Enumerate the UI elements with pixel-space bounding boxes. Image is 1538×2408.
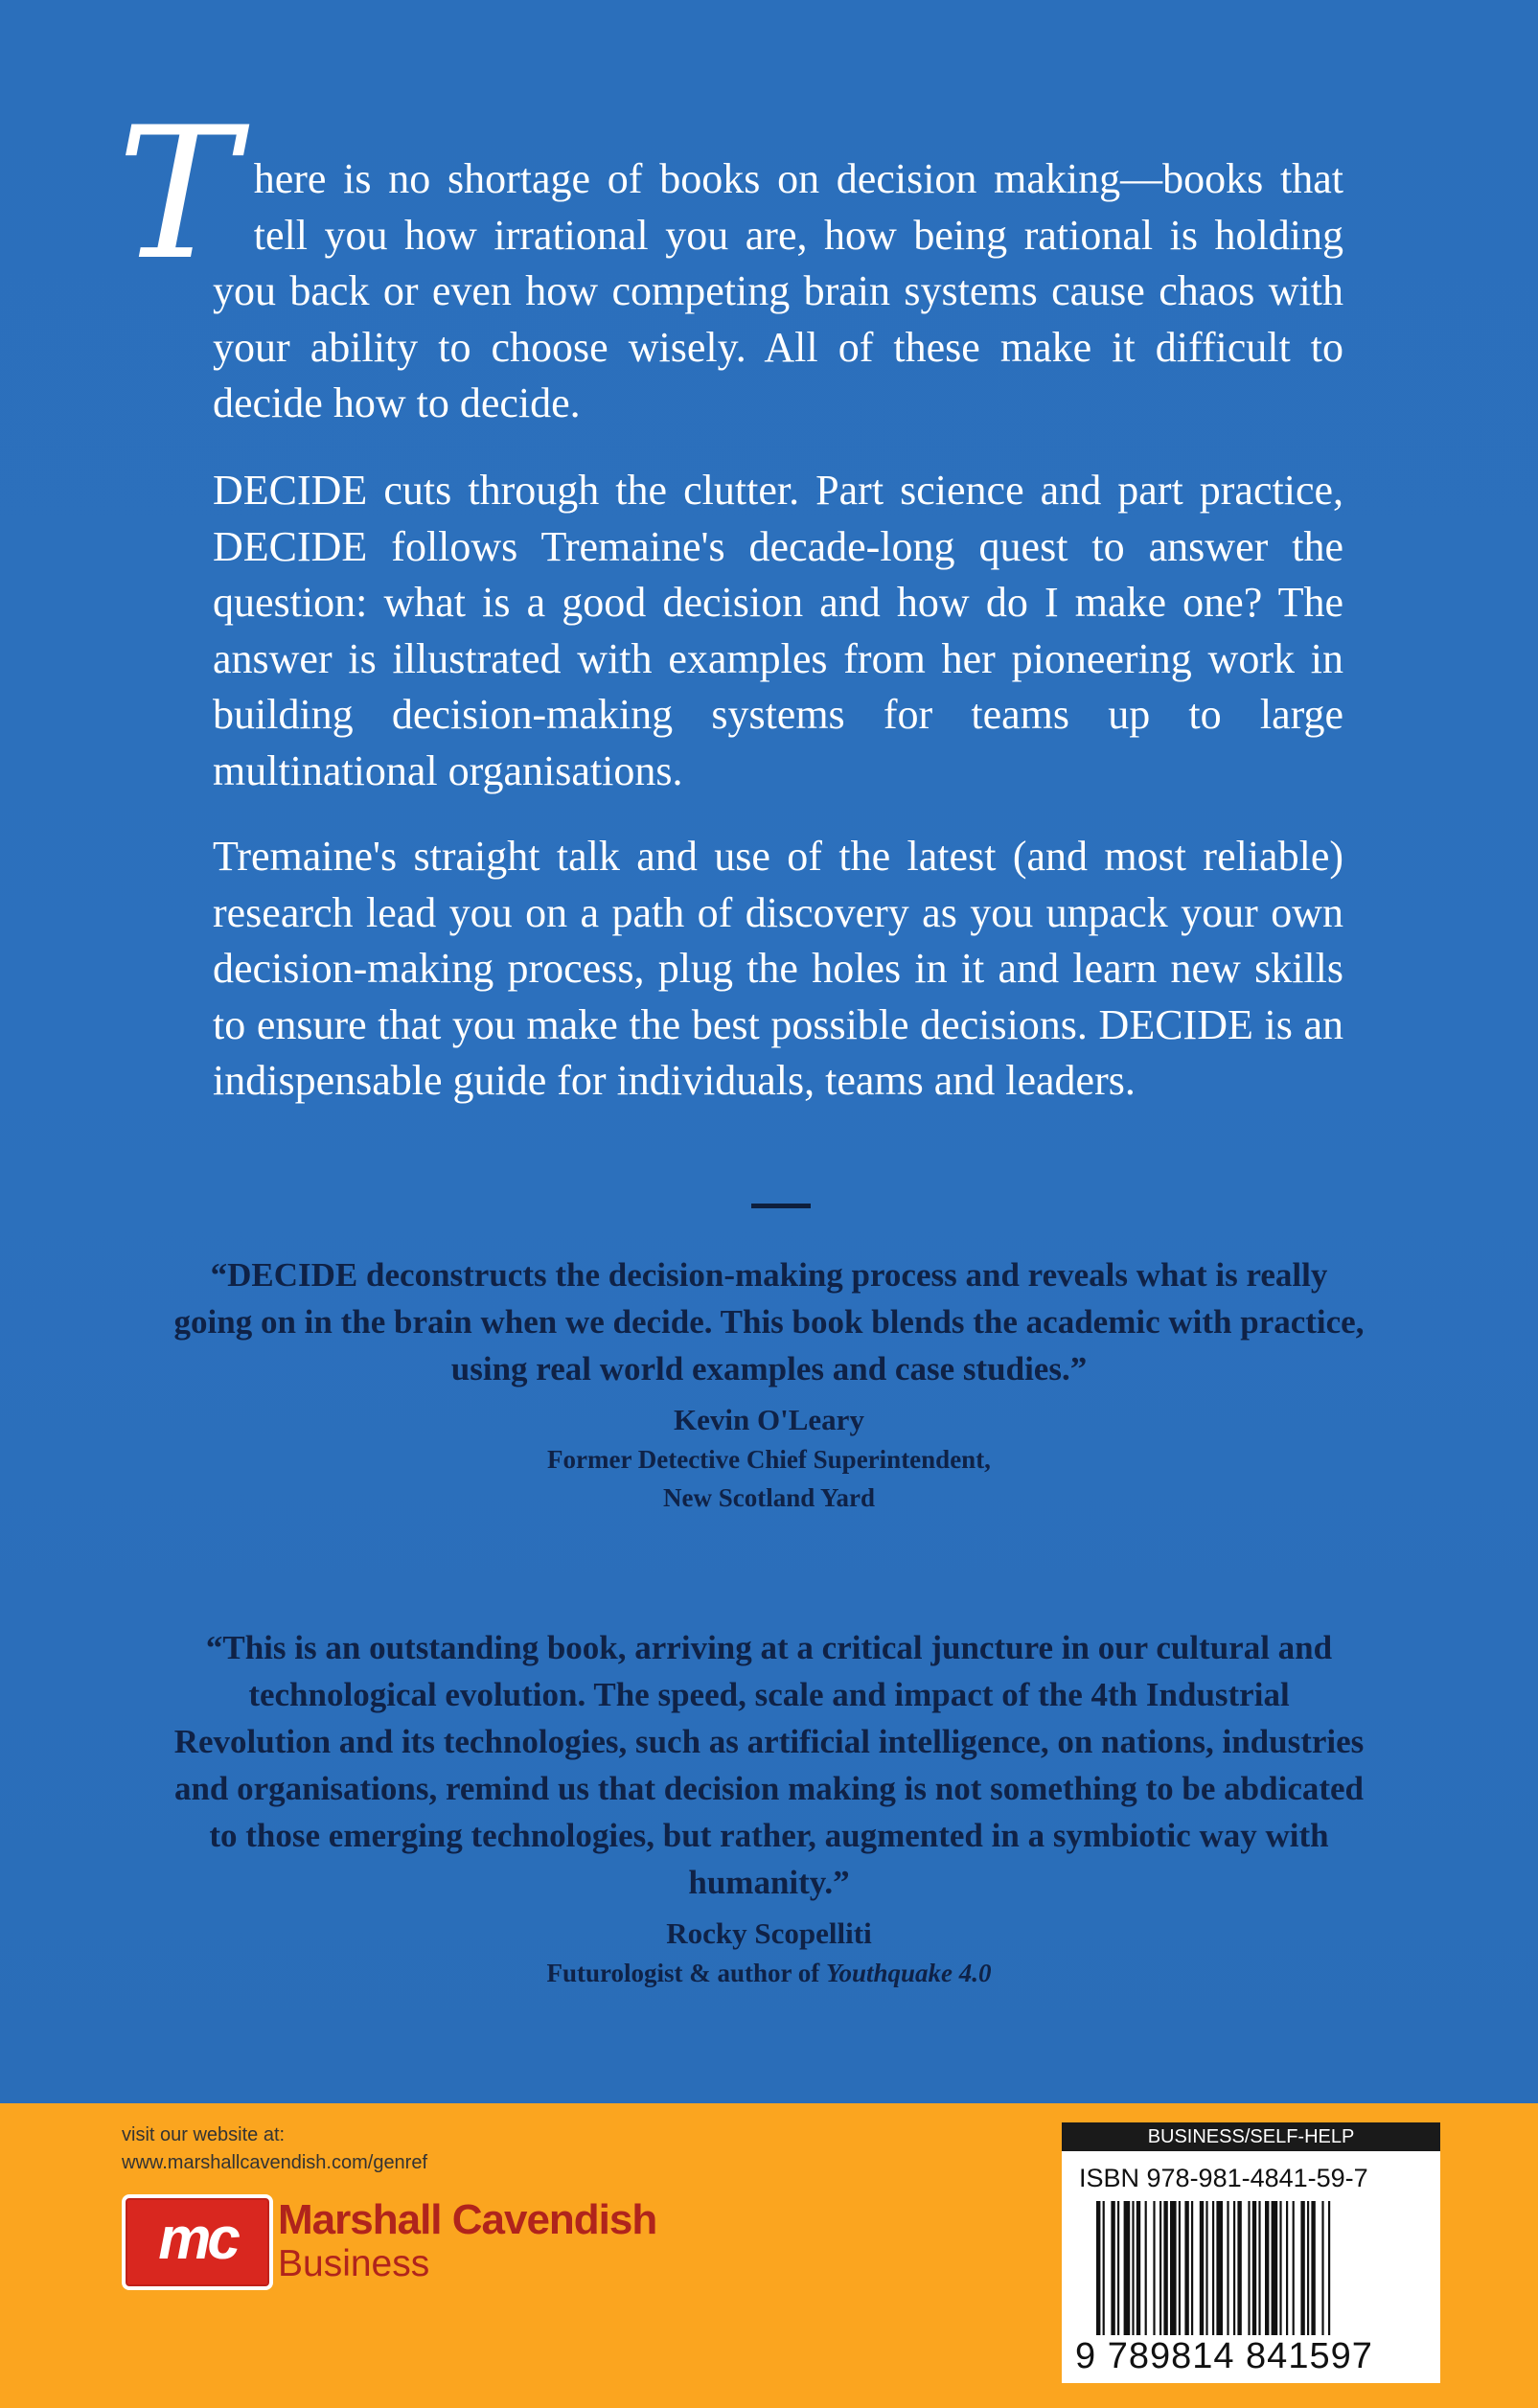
endorsement-2-book-title: Youthquake 4.0 xyxy=(825,1959,992,1987)
blurb-paragraph-3: Tremaine's straight talk and use of the latest (and most reliable) research lead you on a path of discovery as you unpack your own decision-making process, plug the holes in it and learn new skills to ensure that you make the best possible decisions. DECIDE is an indispensable guide for individuals, teams and leaders. xyxy=(213,833,1343,1104)
endorsement-1-role-line-1: Former Detective Chief Superintendent, xyxy=(547,1445,991,1474)
endorsement-1-role-line-2: New Scotland Yard xyxy=(662,1483,875,1512)
visit-label: visit our website at: xyxy=(122,2124,286,2145)
isbn-number: ISBN 978-981-4841-59-7 xyxy=(1079,2164,1368,2192)
blurb-paragraph-1-text: here is no shortage of books on decision making—books that tell you how irrational you are, how being rational is holding you back or even how competing brain systems cause chaos with your ability to choose wisely. All of these make it difficult to decide how to decide. xyxy=(213,155,1343,426)
endorsement-1 xyxy=(172,1251,1366,1517)
blurb-paragraph-2: DECIDE cuts through the clutter. Part science and part practice, DECIDE follows Tremaine's decade-long quest to answer the question: what is a good decision and how do I make one? The answer is illustrated with examples from her pioneering work in building decision-making systems for teams up to large multinational organisations. xyxy=(213,467,1343,794)
website-block xyxy=(122,2121,427,2177)
endorsement-1-name: Kevin O'Leary xyxy=(674,1403,864,1436)
category-label: BUSINESS/SELF-HELP xyxy=(1062,2122,1440,2151)
endorsement-1-text: “DECIDE deconstructs the decision-making process and reveals what is really going on in the brain when we decide. This book blends the academic with practice, using real world examples and case studies.” xyxy=(173,1256,1365,1387)
section-divider xyxy=(751,1204,811,1208)
endorsement-2-text: “This is an outstanding book, arriving at a critical juncture in our cultural and technological evolution. The speed, scale and impact of the 4th Industrial Revolution and its technologies, such as artificial intelligence, on nations, industries and organisations, remind us that decision making is not something to be abdicated to those emerging technologies, but rather, augmented in a symbiotic way with humanity.” xyxy=(173,1629,1365,1901)
endorsement-2-role xyxy=(172,1954,1366,1992)
isbn-label xyxy=(1062,2122,1440,2383)
barcode-digits: 9 789814 841597 xyxy=(1075,2336,1373,2376)
drop-cap: T xyxy=(117,88,239,300)
publisher-name-line-1: Marshall Cavendish xyxy=(278,2196,657,2243)
blurb-paragraph-1 xyxy=(117,88,1343,432)
logo-mark: mc xyxy=(158,2206,237,2272)
publisher-name xyxy=(278,2196,656,2284)
endorsement-2-role-prefix: Futurologist & author of xyxy=(546,1959,826,1987)
publisher-logo-icon xyxy=(122,2194,273,2290)
endorsement-2 xyxy=(172,1624,1366,1992)
barcode-icon xyxy=(1096,2201,1418,2335)
website-link[interactable]: www.marshallcavendish.com/genref xyxy=(122,2152,428,2173)
endorsement-2-name: Rocky Scopelliti xyxy=(666,1916,872,1950)
publisher-name-line-2: Business xyxy=(278,2243,430,2284)
